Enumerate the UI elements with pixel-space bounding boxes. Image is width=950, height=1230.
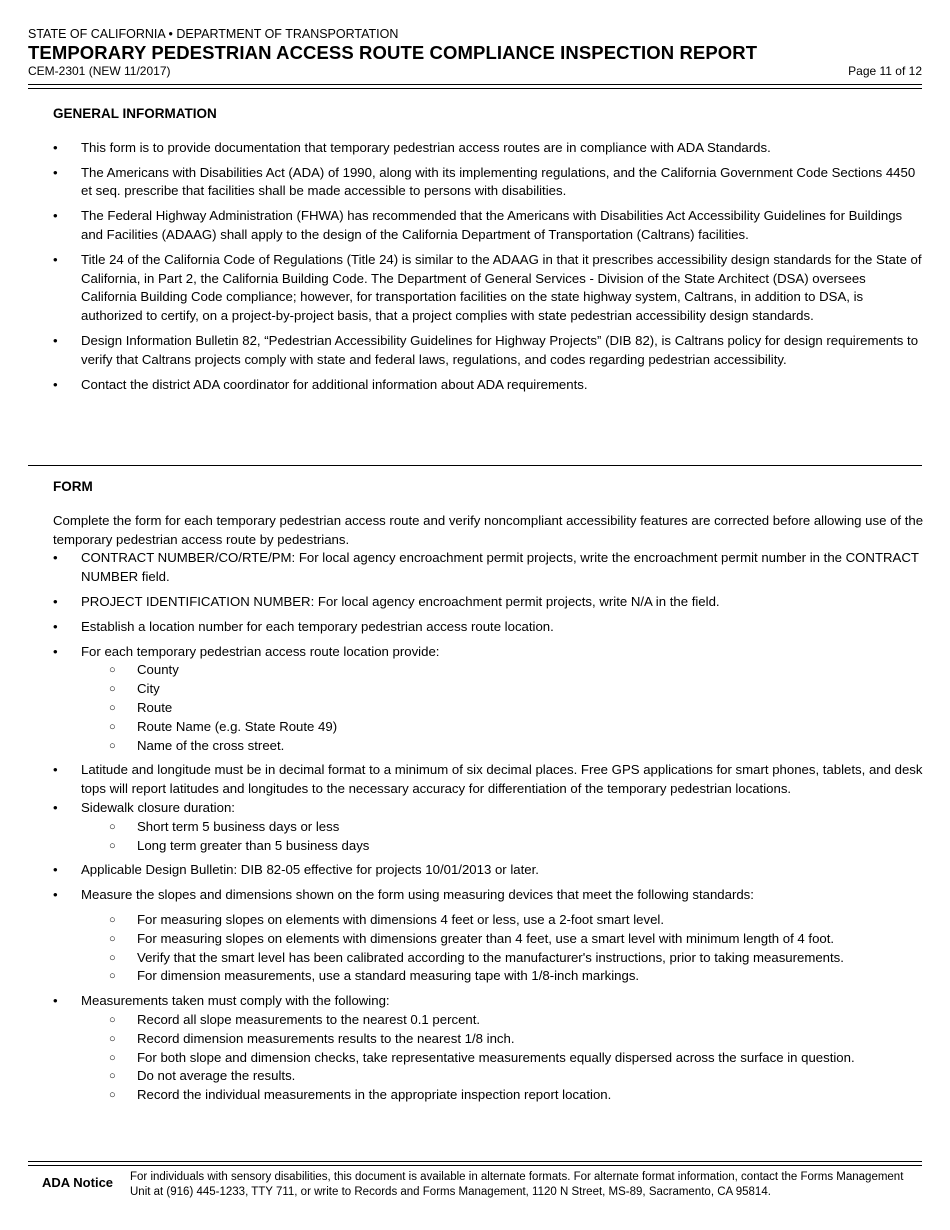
list-item-text: Measure the slopes and dimensions shown on the form using measuring devices that meet the following standards: <box>81 887 754 903</box>
list-item: • Design Information Bulletin 82, “Pedestrian Accessibility Guidelines for Highway Projects” (DIB 82), is Caltrans policy for design requirements to verify that Caltrans projects comply with state and federal laws, regulations, and codes regarding pedestrian accessibility. <box>53 332 925 370</box>
list-item-text: Establish a location number for each temporary pedestrian access route location. <box>81 618 554 634</box>
sub-list-item: ○ Name of the cross street. <box>137 737 925 756</box>
header-rule-thin <box>28 88 922 89</box>
sub-list-item: ○ Long term greater than 5 business days <box>137 837 925 856</box>
sub-list-item: ○ For both slope and dimension checks, take representative measurements equally dispersed across the surface in question. <box>137 1049 925 1068</box>
list-item: • This form is to provide documentation that temporary pedestrian access routes are in compliance with ADA Standards. <box>53 139 925 158</box>
sub-list-item: ○ Record dimension measurements results to the nearest 1/8 inch. <box>137 1030 925 1049</box>
form-heading: FORM <box>53 479 93 494</box>
sub-list-item: ○ Do not average the results. <box>137 1067 925 1086</box>
ada-notice-text: For individuals with sensory disabilities, this document is available in alternate formats. For alternate format information, contact the Forms Management Unit at (916) 445-1233, TTY 711, or write to Records and Forms Management, 1120 N Street, MS-89, Sacramento, CA 95814. <box>130 1171 904 1198</box>
list-item <box>53 861 925 880</box>
sub-list-item: ○ City <box>137 680 925 699</box>
general-bullet-list <box>53 139 925 395</box>
form-bullet-list <box>53 549 925 1105</box>
device-sub-list <box>81 911 925 986</box>
list-item <box>53 799 925 855</box>
sub-list-item: ○ Short term 5 business days or less <box>137 818 925 837</box>
form-section <box>53 478 925 1105</box>
agency-line: STATE OF CALIFORNIA • DEPARTMENT OF TRANSPORTATION <box>28 27 399 41</box>
list-item: • The Americans with Disabilities Act (ADA) of 1990, along with its implementing regulations, and the California Government Code Sections 4450 et seq. prescribe that facilities shall be made accessible to persons with disabilities. <box>53 164 925 202</box>
list-item: • Contact the district ADA coordinator for additional information about ADA requirements. <box>53 376 925 395</box>
footer-rule-thin <box>28 1165 922 1166</box>
sub-list-item: ○ For measuring slopes on elements with dimensions greater than 4 feet, use a smart level with minimum length of 4 foot. <box>137 930 925 949</box>
sub-list-item: ○ Record the individual measurements in the appropriate inspection report location. <box>137 1086 925 1105</box>
sub-list-item: ○ County <box>137 661 925 680</box>
location-sub-list <box>81 661 925 755</box>
section-divider <box>28 465 922 466</box>
form-number: CEM-2301 (NEW 11/2017) <box>28 64 171 78</box>
list-item <box>53 549 925 587</box>
list-item-text: PROJECT IDENTIFICATION NUMBER: For local agency encroachment permit projects, write N/A in the field. <box>81 593 720 609</box>
header-rule <box>28 84 922 85</box>
form-intro: Complete the form for each temporary pedestrian access route and verify noncompliant accessibility features are corrected before allowing use of the temporary pedestrian access route by pedestrians. <box>53 512 924 547</box>
general-information-section <box>53 105 925 394</box>
sub-list-item: ○ Verify that the smart level has been calibrated according to the manufacturer's instructions, prior to taking measurements. <box>137 949 925 968</box>
list-item-text: Latitude and longitude must be in decimal format to a minimum of six decimal places. Free GPS applications for smart phones, tablets, and desk tops will report latitudes and longitudes to the necessary accuracy for differentiation of the temporary pedestrian locations. <box>81 762 923 797</box>
sub-list-item: ○ For measuring slopes on elements with dimensions 4 feet or less, use a 2-foot smart level. <box>137 911 925 930</box>
list-item: • Title 24 of the California Code of Regulations (Title 24) is similar to the ADAAG in that it prescribes accessibility design standards for the State of California, in Part 2, the California Building Code. The Department of General Services - Division of the State Architect (DSA) oversees California Building Code compliance; however, for transportation facilities on the state highway system, Caltrans, in addition to DSA, is authorized to certify, on a project-by-project basis, that a project complies with state pedestrian accessibility design standards. <box>53 251 925 326</box>
sub-list-item: ○ For dimension measurements, use a standard measuring tape with 1/8-inch markings. <box>137 967 925 986</box>
page-number: Page 11 of 12 <box>848 64 922 78</box>
list-item <box>53 886 925 986</box>
general-heading: GENERAL INFORMATION <box>53 106 217 121</box>
list-item-text: CONTRACT NUMBER/CO/RTE/PM: For local agency encroachment permit projects, write the encroachment permit number in the CONTRACT NUMBER field. <box>81 550 919 585</box>
list-item <box>53 618 925 637</box>
list-item-text: Sidewalk closure duration: <box>81 799 235 815</box>
sub-list-item: ○ Route <box>137 699 925 718</box>
sub-list-item: ○ Record all slope measurements to the nearest 0.1 percent. <box>137 1011 925 1030</box>
closure-sub-list <box>81 818 925 856</box>
list-item-text: For each temporary pedestrian access route location provide: <box>81 643 440 659</box>
report-title: TEMPORARY PEDESTRIAN ACCESS ROUTE COMPLIANCE INSPECTION REPORT <box>28 42 758 63</box>
list-item <box>53 593 925 612</box>
list-item-text: Applicable Design Bulletin: DIB 82-05 effective for projects 10/01/2013 or later. <box>81 862 539 878</box>
list-item <box>53 761 925 799</box>
footer-rule <box>28 1161 922 1162</box>
list-item <box>53 992 925 1105</box>
list-item-text: Measurements taken must comply with the following: <box>81 993 390 1009</box>
measurement-sub-list <box>81 1011 925 1105</box>
sub-list-item: ○ Route Name (e.g. State Route 49) <box>137 718 925 737</box>
list-item <box>53 643 925 756</box>
ada-notice-label: ADA Notice <box>42 1175 114 1190</box>
list-item: • The Federal Highway Administration (FHWA) has recommended that the Americans with Disabilities Act Accessibility Guidelines for Buildings and Facilities (ADAAG) shall apply to the design of the California Department of Transportation (Caltrans) facilities. <box>53 207 925 245</box>
